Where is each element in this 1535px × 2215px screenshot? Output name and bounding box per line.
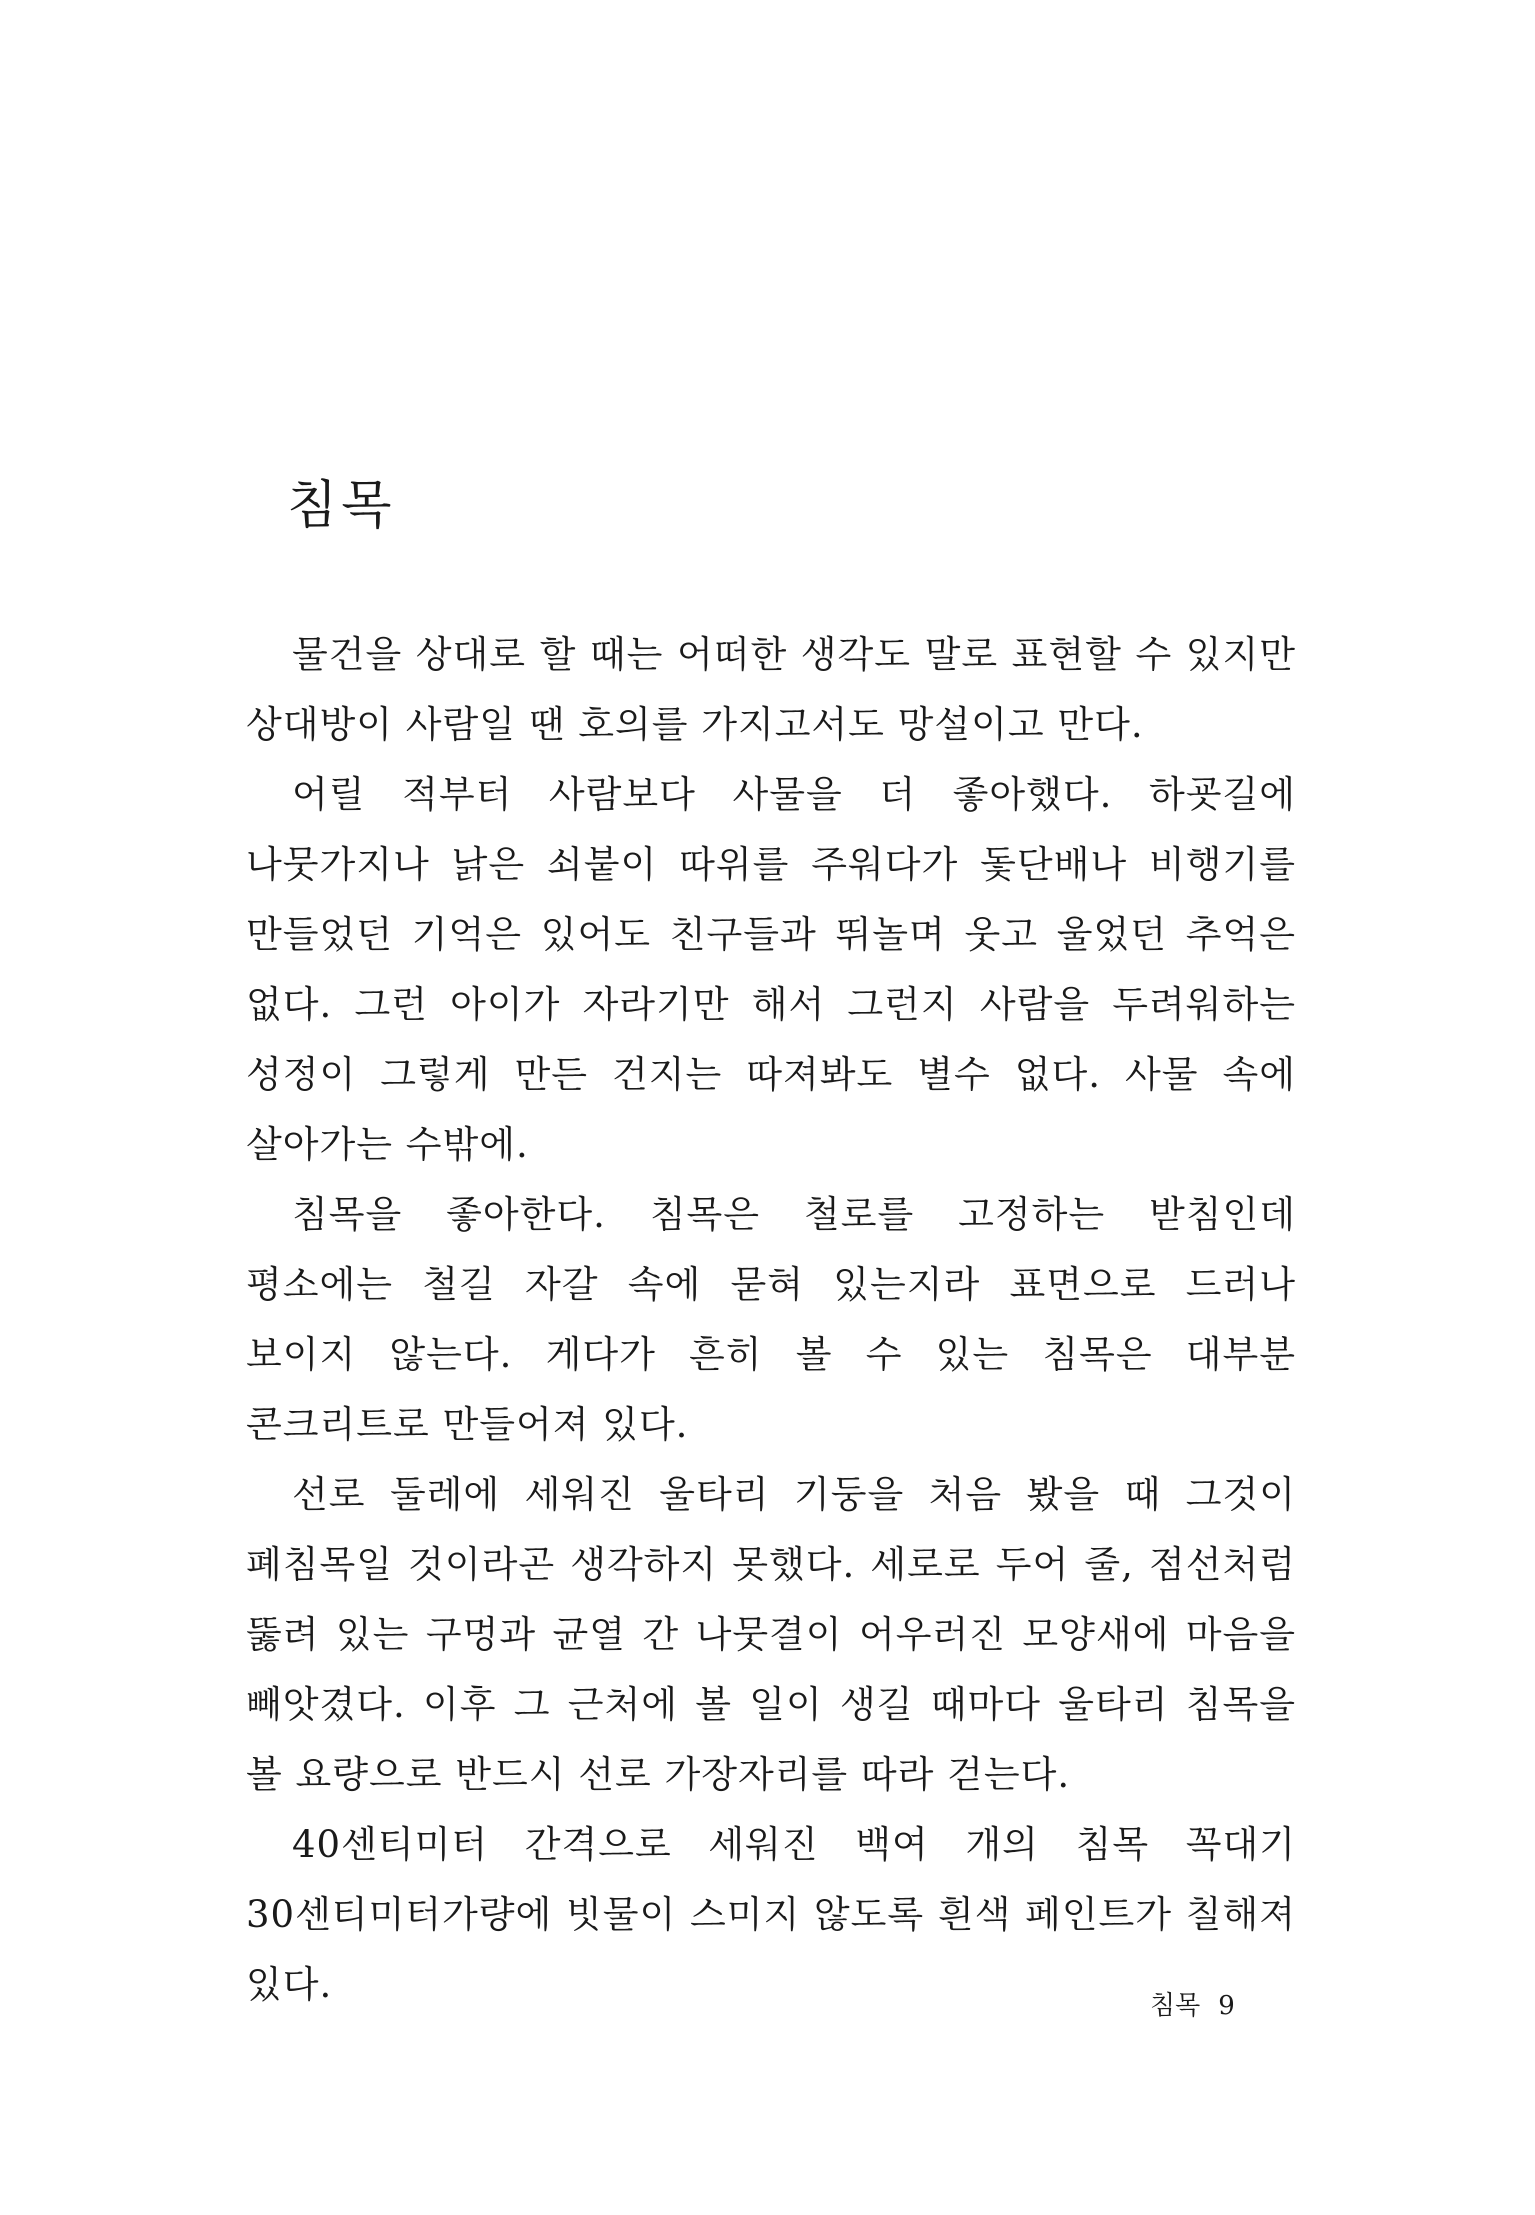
- paragraph: 침목을 좋아한다. 침목은 철로를 고정하는 받침인데 평소에는 철길 자갈 속에 묻혀 있는지라 표면으로 드러나 보이지 않는다. 게다가 흔히 볼 수 있는 침목은 대부분 콘크리트로 만들어져 있다.: [246, 1193, 1296, 1446]
- paragraph: 선로 둘레에 세워진 울타리 기둥을 처음 봤을 때 그것이 폐침목일 것이라곤 생각하지 못했다. 세로로 두어 줄, 점선처럼 뚫려 있는 구멍과 균열 간 나뭇결이 어우러진 모양새에 마음을 빼앗겼다. 이후 그 근처에 볼 일이 생길 때마다 울타리 침목을 볼 요량으로 반드시 선로 가장자리를 따라 걷는다.: [246, 1473, 1296, 1796]
- page-footer: [1150, 1990, 1235, 2022]
- page-number: 9: [1218, 1991, 1235, 2021]
- paragraph: 어릴 적부터 사람보다 사물을 더 좋아했다. 하굣길에 나뭇가지나 낡은 쇠붙이 따위를 주워다가 돛단배나 비행기를 만들었던 기억은 있어도 친구들과 뛰놀며 웃고 울었던 추억은 없다. 그런 아이가 자라기만 해서 그런지 사람을 두려워하는 성정이 그렇게 만든 건지는 따져봐도 별수 없다. 사물 속에 살아가는 수밖에.: [246, 773, 1296, 1166]
- body-text: [246, 620, 1296, 2020]
- paragraph: 물건을 상대로 할 때는 어떠한 생각도 말로 표현할 수 있지만 상대방이 사람일 땐 호의를 가지고서도 망설이고 만다.: [246, 633, 1296, 746]
- chapter-title: 침목: [287, 476, 396, 536]
- running-title: 침목: [1150, 1991, 1201, 2021]
- paragraph: 40센티미터 간격으로 세워진 백여 개의 침목 꼭대기 30센티미터가량에 빗물이 스미지 않도록 흰색 페인트가 칠해져 있다.: [246, 1823, 1296, 2006]
